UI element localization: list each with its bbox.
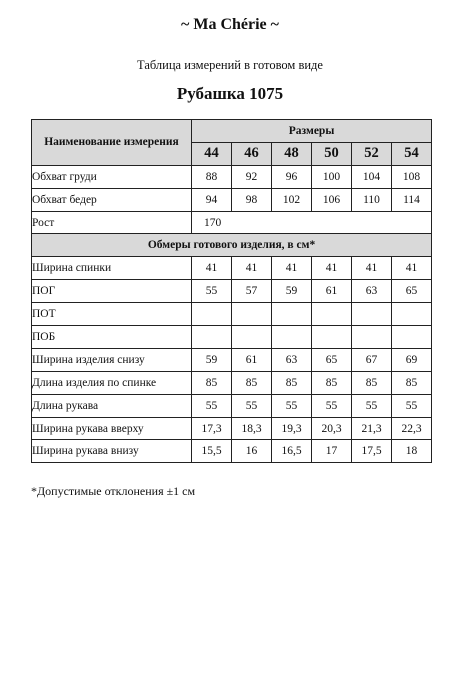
measurement-table xyxy=(31,119,432,463)
row-label: Ширина изделия снизу xyxy=(32,348,192,371)
cell-value: 67 xyxy=(352,348,392,371)
cell-value: 41 xyxy=(352,257,392,280)
cell-value: 102 xyxy=(272,188,312,211)
table-row xyxy=(32,303,432,326)
cell-value: 57 xyxy=(232,280,272,303)
cell-value: 88 xyxy=(192,165,232,188)
cell-value: 63 xyxy=(352,280,392,303)
cell-value: 18 xyxy=(392,440,432,463)
size-header: 46 xyxy=(232,142,272,165)
brand-title: ~ Ma Chérie ~ xyxy=(181,16,279,33)
size-header: 50 xyxy=(312,142,352,165)
cell-value: 41 xyxy=(272,257,312,280)
cell-value: 17,5 xyxy=(352,440,392,463)
row-label: ПОТ xyxy=(32,303,192,326)
document-subtitle: Таблица измерений в готовом виде xyxy=(137,58,323,72)
row-label: Ширина спинки xyxy=(32,257,192,280)
cell-value: 85 xyxy=(272,371,312,394)
table-row xyxy=(32,211,432,234)
cell-value xyxy=(312,326,352,349)
cell-value: 55 xyxy=(392,394,432,417)
cell-value: 41 xyxy=(392,257,432,280)
cell-value xyxy=(192,303,232,326)
garment-rows xyxy=(32,257,432,463)
cell-value: 98 xyxy=(232,188,272,211)
section-row xyxy=(32,234,432,257)
row-label: ПОГ xyxy=(32,280,192,303)
table-row xyxy=(32,417,432,440)
cell-value xyxy=(272,326,312,349)
cell-value: 59 xyxy=(272,280,312,303)
cell-value: 108 xyxy=(392,165,432,188)
cell-value xyxy=(232,326,272,349)
cell-value: 85 xyxy=(352,371,392,394)
cell-value: 61 xyxy=(232,348,272,371)
cell-value: 104 xyxy=(352,165,392,188)
size-header: 48 xyxy=(272,142,312,165)
cell-value: 55 xyxy=(312,394,352,417)
cell-value: 41 xyxy=(232,257,272,280)
row-label: Длина изделия по спинке xyxy=(32,371,192,394)
cell-value: 21,3 xyxy=(352,417,392,440)
cell-value: 85 xyxy=(192,371,232,394)
cell-value: 65 xyxy=(312,348,352,371)
table-row xyxy=(32,440,432,463)
cell-value: 16 xyxy=(232,440,272,463)
footnote: *Допустимые отклонения ±1 см xyxy=(31,484,196,498)
product-title: Рубашка 1075 xyxy=(176,84,284,103)
cell-value: 69 xyxy=(392,348,432,371)
cell-value: 110 xyxy=(352,188,392,211)
row-label: Рост xyxy=(32,211,192,234)
sizes-header: Размеры xyxy=(192,120,432,143)
table-row xyxy=(32,326,432,349)
cell-value: 55 xyxy=(352,394,392,417)
cell-value: 55 xyxy=(192,394,232,417)
cell-value: 94 xyxy=(192,188,232,211)
cell-value: 92 xyxy=(232,165,272,188)
cell-value: 41 xyxy=(312,257,352,280)
measurement-name-header: Наименование измерения xyxy=(32,120,192,166)
height-value: 170 xyxy=(192,211,432,234)
cell-value: 96 xyxy=(272,165,312,188)
table-row xyxy=(32,257,432,280)
row-label: Ширина рукава внизу xyxy=(32,440,192,463)
cell-value: 22,3 xyxy=(392,417,432,440)
cell-value: 55 xyxy=(232,394,272,417)
cell-value: 18,3 xyxy=(232,417,272,440)
row-label: Обхват бедер xyxy=(32,188,192,211)
cell-value: 17 xyxy=(312,440,352,463)
cell-value: 59 xyxy=(192,348,232,371)
table-row xyxy=(32,348,432,371)
cell-value xyxy=(232,303,272,326)
cell-value: 55 xyxy=(192,280,232,303)
table-row xyxy=(32,280,432,303)
cell-value: 85 xyxy=(392,371,432,394)
cell-value: 106 xyxy=(312,188,352,211)
size-header: 52 xyxy=(352,142,392,165)
cell-value xyxy=(312,303,352,326)
table-row xyxy=(32,188,432,211)
table-row xyxy=(32,371,432,394)
table-row xyxy=(32,394,432,417)
cell-value: 20,3 xyxy=(312,417,352,440)
cell-value: 114 xyxy=(392,188,432,211)
row-label: Ширина рукава вверху xyxy=(32,417,192,440)
row-label: Длина рукава xyxy=(32,394,192,417)
cell-value xyxy=(272,303,312,326)
section-header: Обмеры готового изделия, в см* xyxy=(32,234,432,257)
table-row xyxy=(32,165,432,188)
size-header: 44 xyxy=(192,142,232,165)
cell-value xyxy=(352,303,392,326)
cell-value: 61 xyxy=(312,280,352,303)
cell-value xyxy=(392,303,432,326)
cell-value: 100 xyxy=(312,165,352,188)
cell-value: 41 xyxy=(192,257,232,280)
cell-value xyxy=(392,326,432,349)
cell-value: 85 xyxy=(232,371,272,394)
cell-value: 16,5 xyxy=(272,440,312,463)
size-header: 54 xyxy=(392,142,432,165)
row-label: ПОБ xyxy=(32,326,192,349)
row-label: Обхват груди xyxy=(32,165,192,188)
cell-value: 55 xyxy=(272,394,312,417)
cell-value: 17,3 xyxy=(192,417,232,440)
cell-value: 63 xyxy=(272,348,312,371)
cell-value: 65 xyxy=(392,280,432,303)
cell-value: 85 xyxy=(312,371,352,394)
cell-value: 19,3 xyxy=(272,417,312,440)
cell-value xyxy=(352,326,392,349)
cell-value: 15,5 xyxy=(192,440,232,463)
cell-value xyxy=(192,326,232,349)
